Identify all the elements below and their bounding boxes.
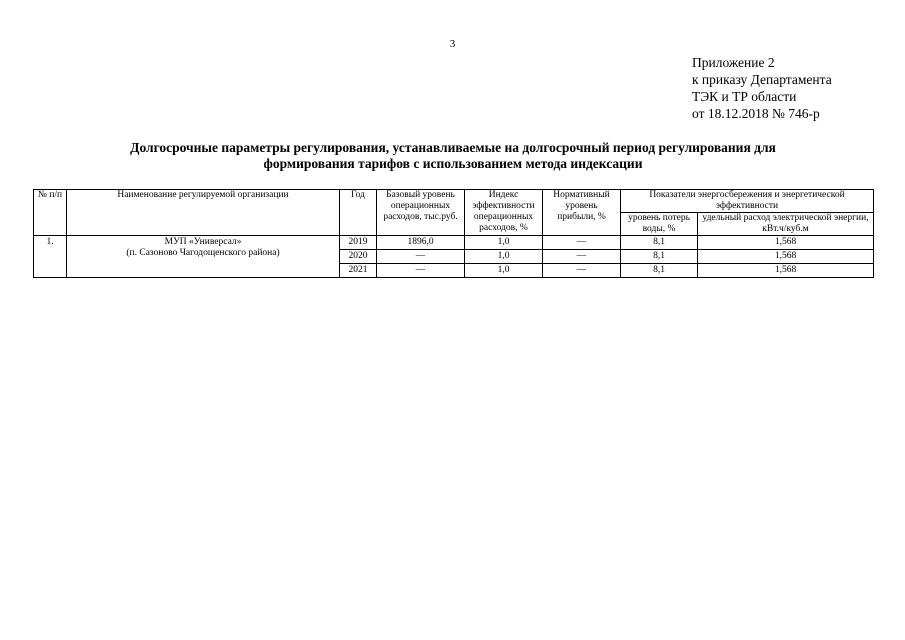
cell-index: 1,0 xyxy=(465,264,543,278)
cell-year: 2021 xyxy=(340,264,377,278)
cell-water-loss: 8,1 xyxy=(621,264,698,278)
header-num: № п/п xyxy=(34,190,67,236)
title-line-2: формирования тарифов с использованием метода индексации xyxy=(263,156,643,171)
cell-electricity: 1,568 xyxy=(698,250,874,264)
org-name-line-1: МУП «Универсал» xyxy=(164,237,242,247)
cell-water-loss: 8,1 xyxy=(621,250,698,264)
cell-profit: — xyxy=(543,250,621,264)
cell-index: 1,0 xyxy=(465,236,543,250)
cell-base: 1896,0 xyxy=(377,236,465,250)
appendix-line-2: к приказу Департамента xyxy=(692,72,832,87)
cell-year: 2020 xyxy=(340,250,377,264)
row-num: 1. xyxy=(34,236,67,278)
table-row xyxy=(34,236,874,250)
header-energy-group: Показатели энергосбережения и энергетической эффективности xyxy=(621,190,874,213)
appendix-line-4: от 18.12.2018 № 746-р xyxy=(692,106,820,121)
cell-index: 1,0 xyxy=(465,250,543,264)
appendix-block xyxy=(692,54,832,122)
header-profit-level: Нормативный уровень прибыли, % xyxy=(543,190,621,236)
header-water-loss: уровень потерь воды, % xyxy=(621,213,698,236)
cell-electricity: 1,568 xyxy=(698,236,874,250)
header-year: Год xyxy=(340,190,377,236)
cell-profit: — xyxy=(543,236,621,250)
cell-base: — xyxy=(377,250,465,264)
header-efficiency-index: Индекс эффективности операционных расходов, % xyxy=(465,190,543,236)
appendix-line-1: Приложение 2 xyxy=(692,55,775,70)
header-org: Наименование регулируемой организации xyxy=(67,190,340,236)
header-row-1 xyxy=(34,190,874,213)
page-number: 3 xyxy=(449,38,456,50)
appendix-line-3: ТЭК и ТР области xyxy=(692,89,797,104)
cell-base: — xyxy=(377,264,465,278)
header-base-level: Базовый уровень операционных расходов, тыс.руб. xyxy=(377,190,465,236)
cell-electricity: 1,568 xyxy=(698,264,874,278)
document-title xyxy=(33,140,873,172)
header-electricity: удельный расход электрической энергии, кВт.ч/куб.м xyxy=(698,213,874,236)
parameters-table xyxy=(33,189,874,278)
title-line-1: Долгосрочные параметры регулирования, устанавливаемые на долгосрочный период регулирования для xyxy=(130,140,776,155)
org-name-line-2: (п. Сазоново Чагодощенского района) xyxy=(126,248,280,258)
cell-profit: — xyxy=(543,264,621,278)
cell-water-loss: 8,1 xyxy=(621,236,698,250)
cell-year: 2019 xyxy=(340,236,377,250)
org-name xyxy=(67,236,340,278)
